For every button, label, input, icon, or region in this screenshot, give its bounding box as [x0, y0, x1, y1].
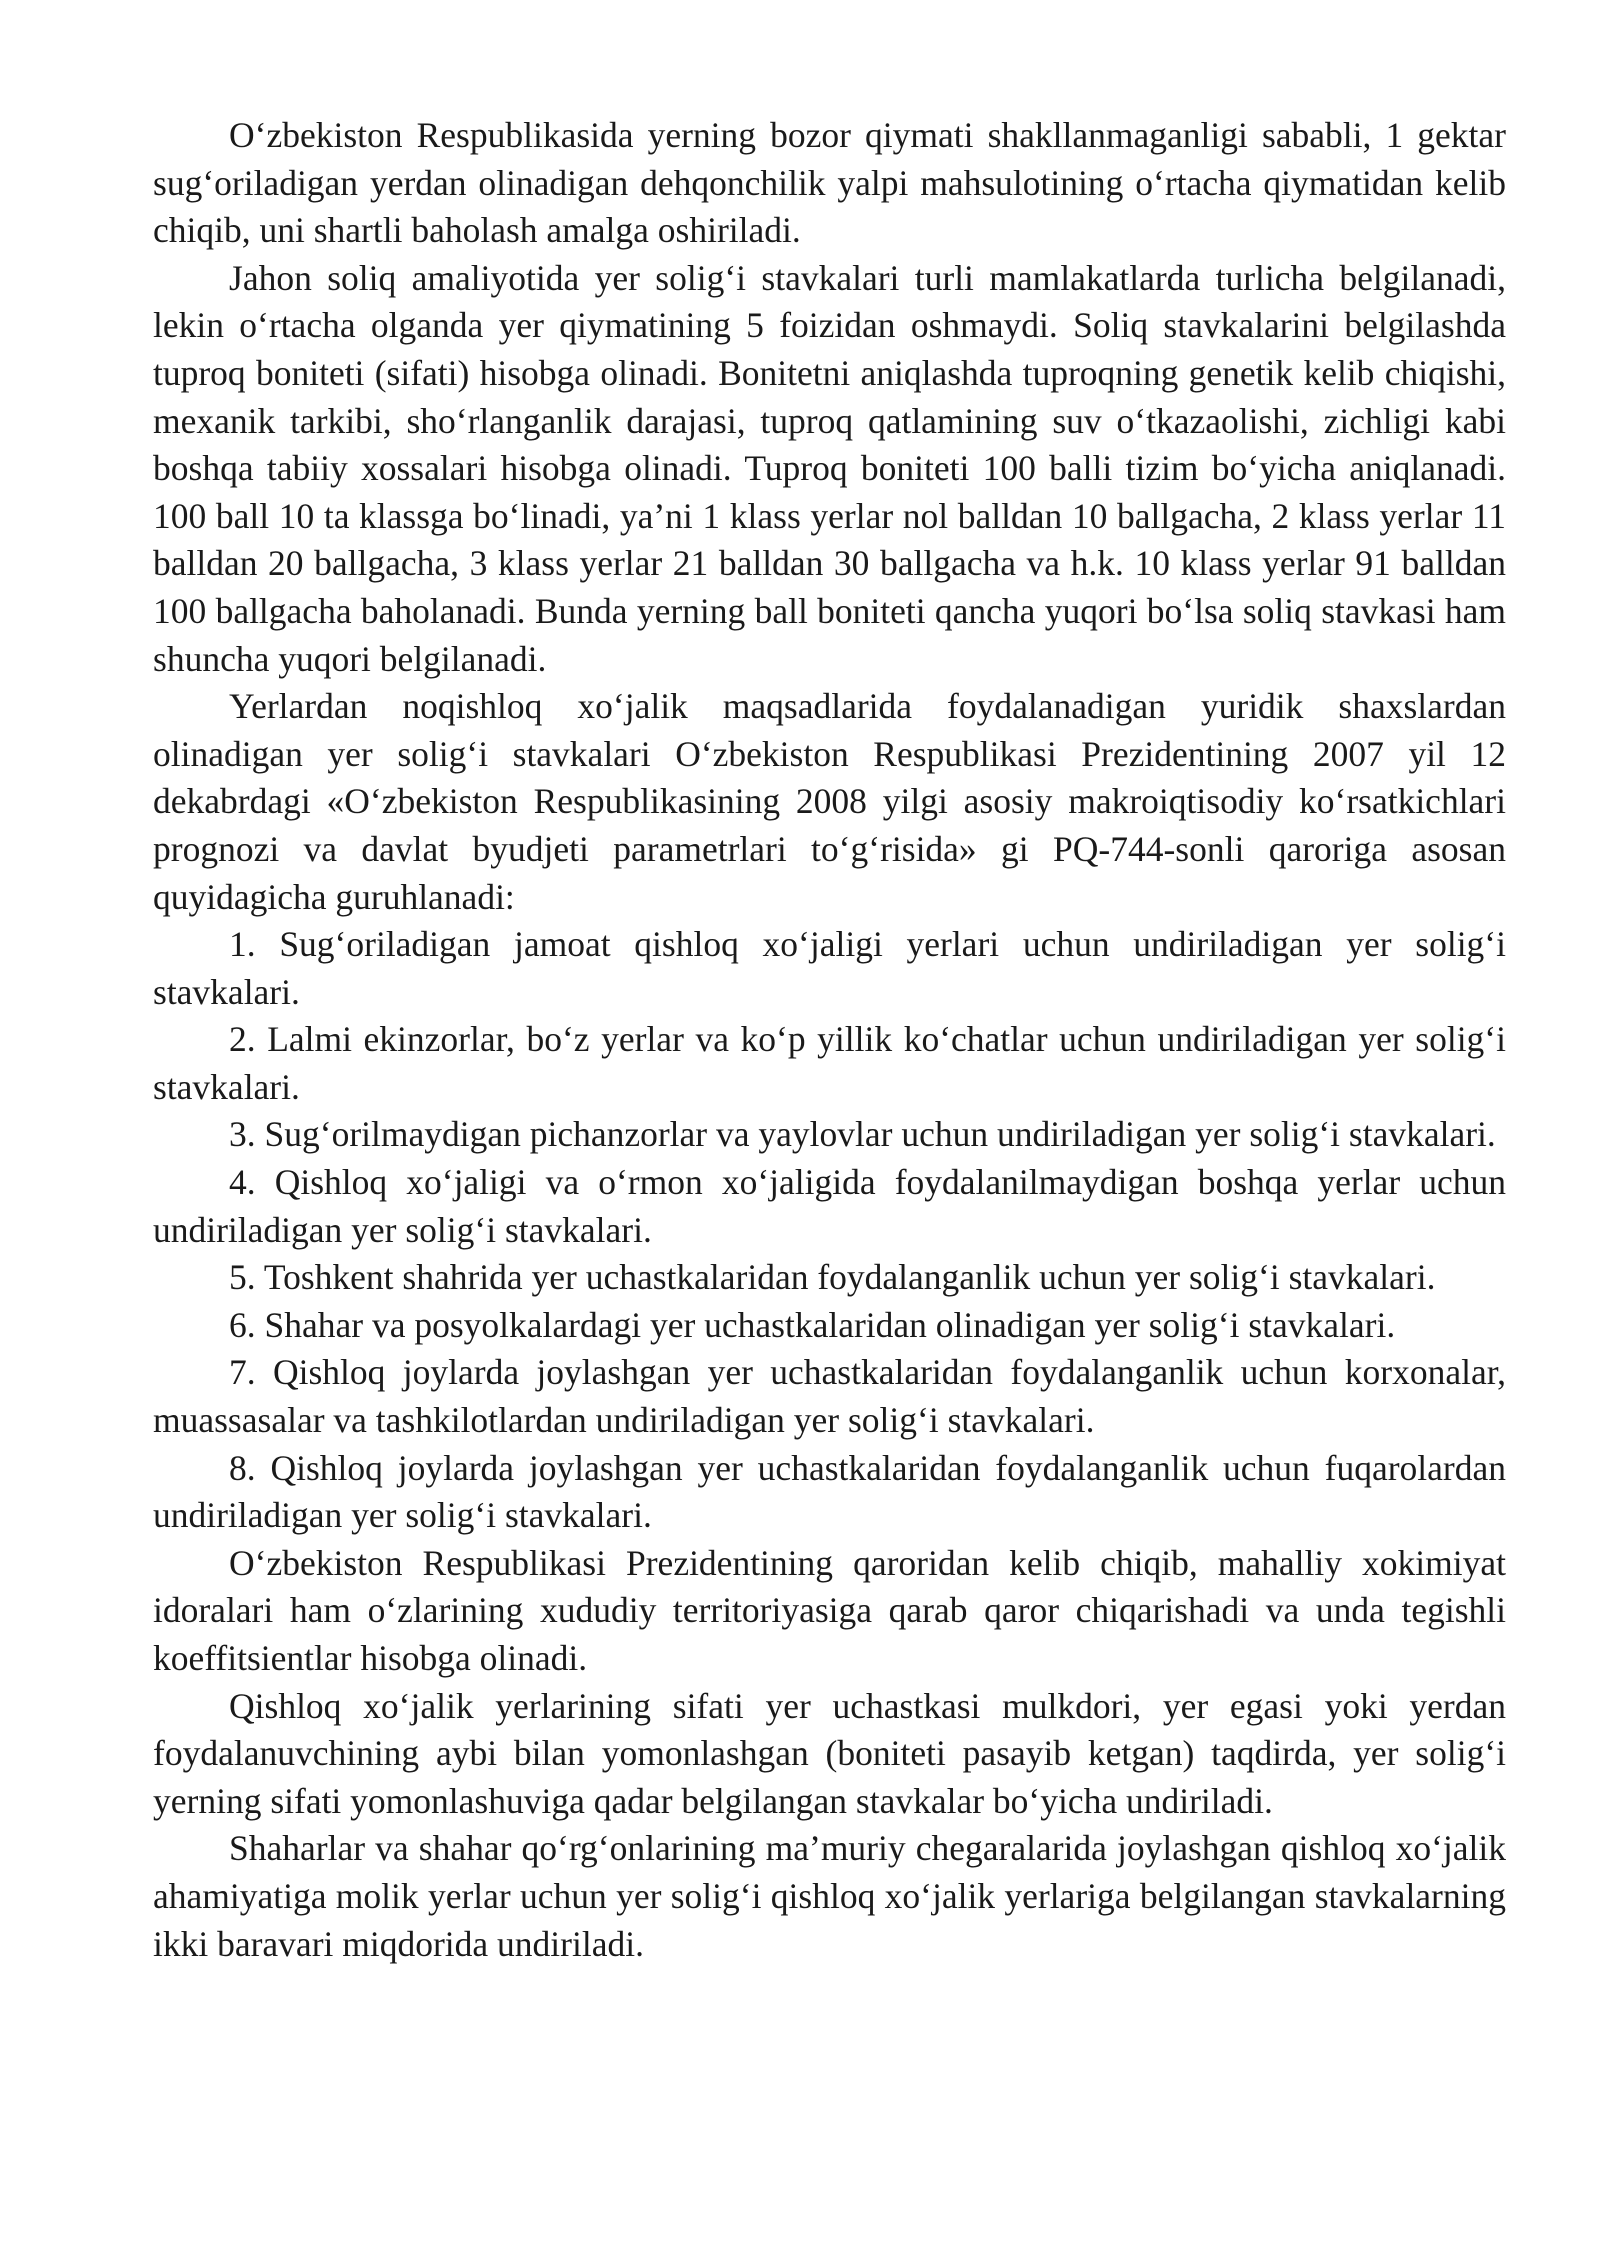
paragraph-world-tax-practice: Jahon soliq amaliyotida yer solig‘i stavkalari turli mamlakatlarda turlicha belgilanadi, lekin o‘rtacha olganda yer qiymatining 5 foizidan oshmaydi. Soliq stavkalarini belgilashda tuproq boniteti (sifati) hisobga olinadi. Bonitetni aniqlashda tuproqning genetik kelib chiqishi, mexanik tarkibi, sho‘rlanganlik darajasi, tuproq qatlamining suv o‘tkazaolishi, zichligi kabi boshqa tabiiy xossalari hisobga olinadi. Tuproq boniteti 100 balli tizim bo‘yicha aniqlanadi. 100 ball 10 ta klassga bo‘linadi, ya’ni 1 klass yerlar nol balldan 10 ballgacha, 2 klass yerlar 11 balldan 20 ballgacha, 3 klass yerlar 21 balldan 30 ballgacha va h.k. 10 klass yerlar 91 balldan 100 ballgacha baholanadi. Bunda yerning ball boniteti qancha yuqori bo‘lsa soliq stavkasi ham shuncha yuqori belgilanadi.: [153, 257, 1506, 679]
list-item-5: 5. Toshkent shahrida yer uchastkalaridan foydalanganlik uchun yer solig‘i stavkalari.: [229, 1257, 1436, 1298]
document-page: [153, 112, 1506, 1968]
paragraph-local-authorities: O‘zbekiston Respublikasi Prezidentining qaroridan kelib chiqib, mahalliy xokimiyat idoralari ham o‘zlarining xududiy territoriyasiga qarab qaror chiqarishadi va unda tegishli koeffitsientlar hisobga olinadi.: [153, 1542, 1506, 1678]
list-item-7: 7. Qishloq joylarda joylashgan yer uchastkalaridan foydalanganlik uchun korxonalar, muassasalar va tashkilotlardan undiriladigan yer solig‘i stavkalari.: [153, 1352, 1506, 1441]
paragraph-city-boundaries: Shaharlar va shahar qo‘rg‘onlarining ma’muriy chegaralarida joylashgan qishloq xo‘jalik ahamiyatiga molik yerlar uchun yer solig‘i qishloq xo‘jalik yerlariga belgilangan stavkalarning ikki baravari miqdorida undiriladi.: [153, 1828, 1506, 1964]
list-item-4: 4. Qishloq xo‘jaligi va o‘rmon xo‘jaligida foydalanilmaydigan boshqa yerlar uchun undiriladigan yer solig‘i stavkalari.: [153, 1162, 1506, 1250]
list-item-2: 2. Lalmi ekinzorlar, bo‘z yerlar va ko‘p yillik ko‘chatlar uchun undiriladigan yer solig‘i stavkalari.: [153, 1019, 1506, 1107]
list-item-6: 6. Shahar va posyolkalardagi yer uchastkalaridan olinadigan yer solig‘i stavkalari.: [229, 1304, 1396, 1345]
paragraph-land-valuation: O‘zbekiston Respublikasida yerning bozor qiymati shakllanmaganligi sababli, 1 gektar sug‘oriladigan yerdan olinadigan dehqonchilik yalpi mahsulotining o‘rtacha qiymatidan kelib chiqib, uni shartli baholash amalga oshiriladi.: [153, 115, 1506, 251]
list-item-8: 8. Qishloq joylarda joylashgan yer uchastkalaridan foydalanganlik uchun fuqarolardan undiriladigan yer solig‘i stavkalari.: [153, 1447, 1506, 1536]
paragraph-legal-entities-rates: Yerlardan noqishloq xo‘jalik maqsadlarida foydalanadigan yuridik shaxslardan olinadigan yer solig‘i stavkalari O‘zbekiston Respublikasi Prezidentining 2007 yil 12 dekabrdagi «O‘zbekiston Respublikasining 2008 yilgi asosiy makroiqtisodiy ko‘rsatkichlari prognozi va davlat byudjeti parametrlari to‘g‘risida» gi PQ-744-sonli qaroriga asosan quyidagicha guruhlanadi:: [153, 686, 1506, 917]
list-item-3: 3. Sug‘orilmaydigan pichanzorlar va yaylovlar uchun undiriladigan yer solig‘i stavkalari.: [229, 1114, 1496, 1155]
paragraph-land-quality: Qishloq xo‘jalik yerlarining sifati yer uchastkasi mulkdori, yer egasi yoki yerdan foydalanuvchining aybi bilan yomonlashgan (boniteti pasayib ketgan) taqdirda, yer solig‘i yerning sifati yomonlashuviga qadar belgilangan stavkalar bo‘yicha undiriladi.: [153, 1685, 1506, 1821]
list-item-1: 1. Sug‘oriladigan jamoat qishloq xo‘jaligi yerlari uchun undiriladigan yer solig‘i stavkalari.: [153, 924, 1506, 1012]
